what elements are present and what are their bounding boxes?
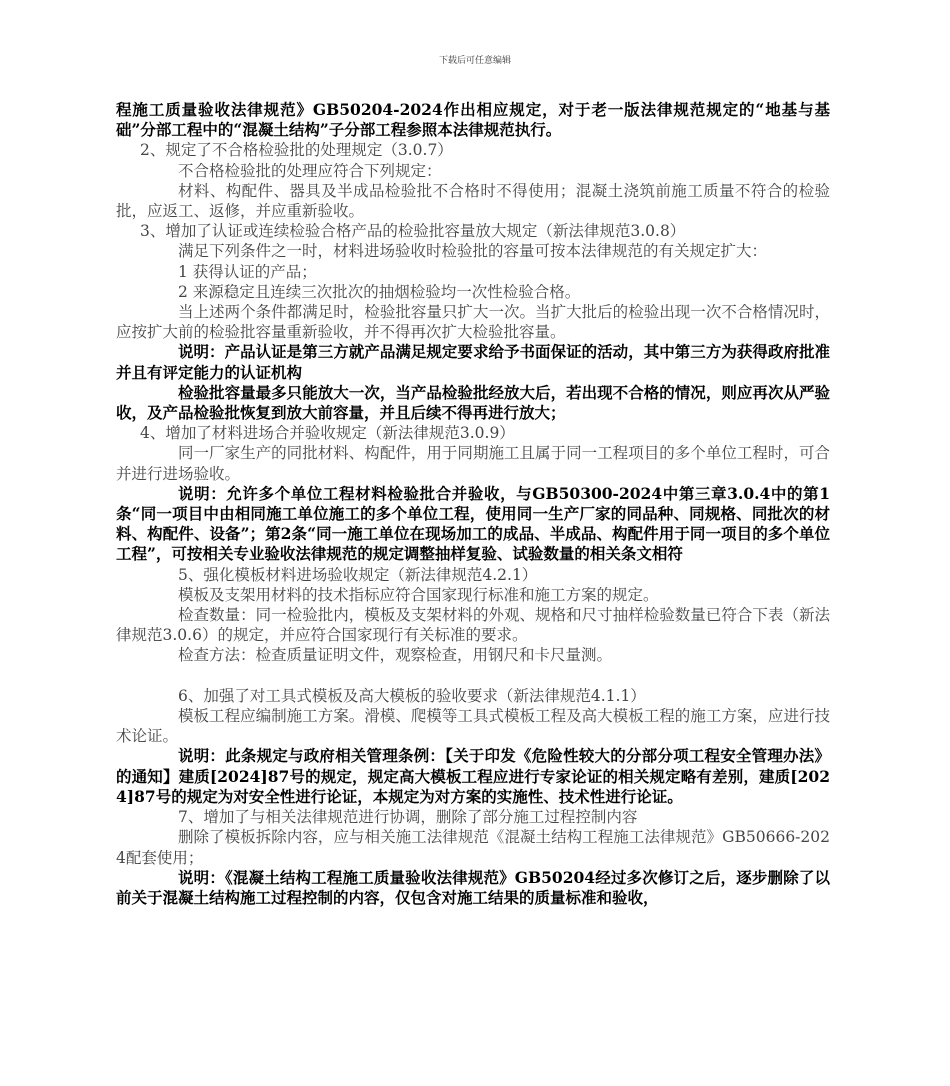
paragraph: 5、强化模板材料进场验收规定（新法律规范4.2.1） bbox=[178, 565, 538, 584]
paragraph: 说明：此条规定与政府相关管理条例：【关于印发《危险性较大的分部分项工程安全管理办法》的通知】建质[2024]87号的规定，规定高大模板工程应进行专家论证的相关规定略有差别，建质[2024]87号的规定为对安全性进行论证，本规定为对方案的实施性、技术性进行论证。 bbox=[116, 746, 830, 806]
paragraph: 模板工程应编制施工方案。滑模、爬模等工具式模板工程及高大模板工程的施工方案，应进行技术论证。 bbox=[116, 707, 830, 746]
paragraph: 当上述两个条件都满足时，检验批容量只扩大一次。当扩大批后的检验出现一次不合格情况时，应按扩大前的检验批容量重新验收，并不得再次扩大检验批容量。 bbox=[116, 303, 830, 342]
paragraph: 模板及支架用材料的技术指标应符合国家现行标准和施工方案的规定。 bbox=[178, 585, 659, 604]
paragraph: 说明：产品认证是第三方就产品满足规定要求给予书面保证的活动，其中第三方为获得政府批准并且有评定能力的认证机构 bbox=[116, 342, 830, 382]
paragraph: 材料、构配件、器具及半成品检验批不合格时不得使用；混凝土浇筑前施工质量不符合的检验批，应返工、返修，并应重新验收。 bbox=[116, 181, 830, 221]
paragraph: 说明：《混凝土结构工程施工质量验收法律规范》GB50204经过多次修订之后，逐步删除了以前关于混凝土结构施工过程控制的内容，仅包含对施工结果的质量标准和验收， bbox=[116, 867, 830, 907]
paragraph: 说明：允许多个单位工程材料检验批合并验收，与GB50300-2024中第三章3.0.4中的第1条“同一项目中由相同施工单位施工的多个单位工程，使用同一生产厂家的同品种、同规格、同批次的材料、构配件、设备”；第2条“同一施工单位在现场加工的成品、半成品、构配件用于同一项目的多个单位工程”，可按相关专业验收法律规范的规定调整抽样复验、试验数量的相关条文相符 bbox=[116, 483, 830, 564]
header-note: 下载后可任意编辑 bbox=[438, 56, 511, 66]
paragraph: 7、增加了与相关法律规范进行协调，删除了部分施工过程控制内容 bbox=[178, 808, 638, 827]
paragraph: 检验批容量最多只能放大一次，当产品检验批经放大后，若出现不合格的情况，则应再次从严验收，及产品检验批恢复到放大前容量，并且后续不得再进行放大； bbox=[116, 382, 830, 423]
paragraph: 1 获得认证的产品； bbox=[178, 262, 317, 281]
paragraph: 4、增加了材料进场合并验收规定（新法律规范3.0.9） bbox=[140, 424, 515, 443]
paragraph: 不合格检验批的处理应符合下列规定： bbox=[178, 161, 442, 180]
paragraph: 程施工质量验收法律规范》GB50204-2024作出相应规定，对于老一版法律规范规定的“地基与基础”分部工程中的“混凝土结构”子分部工程参照本法律规范执行。 bbox=[116, 100, 830, 140]
paragraph: 3、增加了认证或连续检验合格产品的检验批容量放大规定（新法律规范3.0.8） bbox=[140, 222, 686, 241]
paragraph: 2、规定了不合格检验批的处理规定（3.0.7） bbox=[140, 141, 453, 160]
blank-line bbox=[116, 666, 830, 686]
paragraph: 同一厂家生产的同批材料、构配件，用于同期施工且属于同一工程项目的多个单位工程时，可合并进行进场验收。 bbox=[116, 444, 830, 483]
paragraph: 满足下列条件之一时，材料进场验收时检验批的容量可按本法律规范的有关规定扩大： bbox=[178, 242, 768, 261]
document-body bbox=[116, 100, 830, 908]
paragraph: 2 来源稳定且连续三次批次的抽烟检验均一次性检验合格。 bbox=[178, 282, 581, 301]
paragraph: 删除了模板拆除内容，应与相关施工法律规范《混凝土结构工程施工法律规范》GB50666-2024配套使用； bbox=[116, 828, 830, 867]
paragraph: 检查数量：同一检验批内，模板及支架材料的外观、规格和尺寸抽样检验数量已符合下表（新法律规范3.0.6）的规定，并应符合国家现行有关标准的要求。 bbox=[116, 606, 830, 645]
paragraph: 6、加强了对工具式模板及高大模板的验收要求（新法律规范4.1.1） bbox=[178, 686, 646, 705]
paragraph: 检查方法：检查质量证明文件，观察检查，用钢尺和卡尺量测。 bbox=[178, 646, 613, 665]
